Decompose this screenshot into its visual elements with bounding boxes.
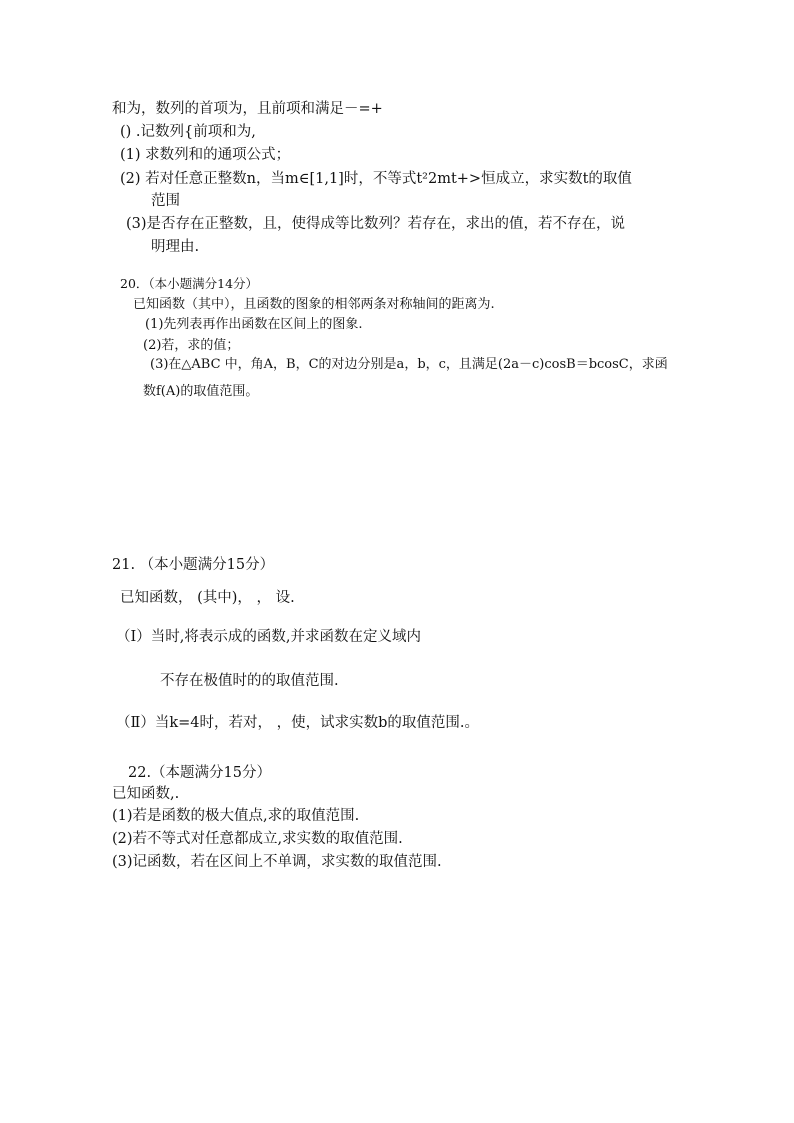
q20-part2: (2)若，求的值； (143, 338, 240, 353)
q22-part2: (2)若不等式对任意都成立,求实数的取值范围. (112, 831, 403, 847)
q19-part3-line1: (3)是否存在正整数，且，使得成等比数列？若存在，求出的值，若不存在，说 (126, 216, 626, 232)
q19-intro: 和为，数列的首项为，且前项和满足－=+ (112, 101, 383, 117)
q22-part3: (3)记函数，若在区间上不单调，求实数的取值范围. (112, 854, 442, 870)
q19-condition: () .记数列{前项和为, (120, 124, 256, 140)
q22-part1: (1)若是函数的极大值点,求的取值范围. (112, 808, 360, 824)
q20-part3-line2: 数f(A)的取值范围。 (143, 384, 259, 399)
q20-part3-line1: (3)在△ABC 中，角A，B，C的对边分别是a，b，c，且满足(2a－c)cosB＝bcosC，求函 (150, 357, 668, 372)
q21-intro: 已知函数， (其中)， ， 设. (120, 590, 295, 606)
q21-part2: （Ⅱ）当k=4时，若对， ，使，试求实数b的取值范围.。 (116, 715, 480, 731)
q20-header: 20．（本小题满分14分） (120, 276, 259, 291)
q20-part1: (1)先列表再作出函数在区间上的图象. (145, 317, 363, 332)
q20-intro: 已知函数（其中），且函数的图象的相邻两条对称轴间的距离为. (133, 297, 495, 312)
q21-part1-line1: （Ⅰ）当时,将表示成的函数,并求函数在定义域内 (116, 629, 421, 645)
q21-part1-line2: 不存在极值时的的取值范围. (160, 673, 339, 689)
q22-header: 22.（本题满分15分） (128, 765, 272, 781)
q19-part2-line1: (2) 若对任意正整数n，当m∈[1,1]时，不等式t²2mt+>恒成立，求实数t的取值 (120, 171, 632, 187)
q19-part1: (1) 求数列和的通项公式； (120, 147, 291, 163)
q19-part3-line2: 明理由. (151, 239, 200, 255)
q19-part2-line2: 范围 (151, 193, 180, 209)
q22-intro: 已知函数,. (112, 786, 180, 802)
q21-header: 21. （本小题满分15分） (112, 557, 275, 573)
